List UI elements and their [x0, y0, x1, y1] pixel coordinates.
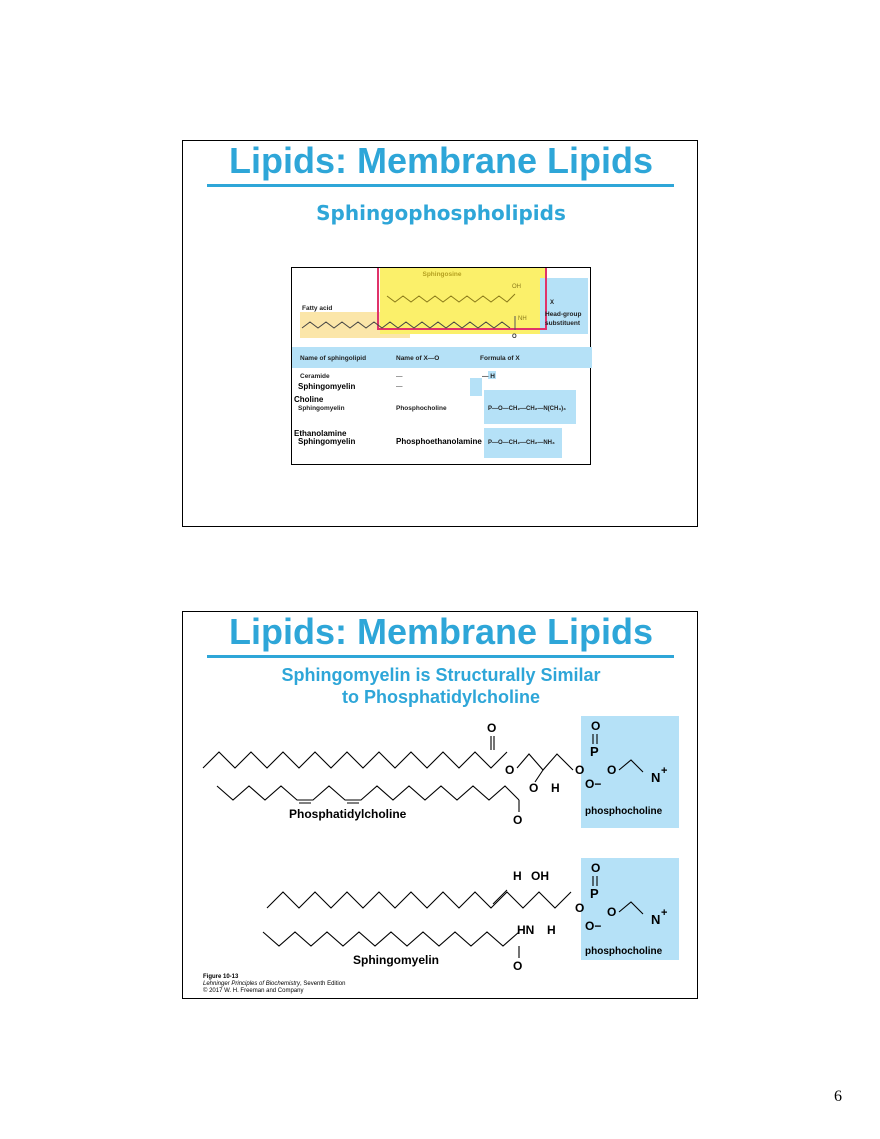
sm-atom-o-minus: O− [585, 919, 602, 933]
sm-atom-h-bottom: H [547, 923, 556, 937]
structure-comparison-diagram [183, 712, 699, 992]
slide-subtitle [183, 664, 699, 708]
row-sphingomyelin-name: Sphingomyelin [298, 382, 356, 391]
nh-label: NH [518, 316, 527, 322]
subtitle-line-1: Sphingomyelin is Structurally Similar [281, 665, 601, 685]
sm-head-label: phosphocholine [585, 946, 663, 957]
sm-sphingosine-chain [267, 892, 571, 908]
caption-figure-number: Figure 10-13 [203, 974, 239, 980]
sm-atom-h-top: H [513, 869, 522, 883]
pc-lower-chain [217, 786, 519, 800]
pc-atom-o-carbonyl-2: O [513, 813, 523, 827]
pc-atom-n: N [651, 770, 661, 785]
row-ethanolamine-formula: P—O—CH₂—CH₂—NH₃ [488, 440, 555, 446]
slide-title: Lipids: Membrane Lipids [228, 611, 654, 652]
row-choline-name: Sphingomyelin [298, 405, 345, 412]
sm-atom-o-top: O [591, 861, 601, 875]
header-formula: Formula of X [480, 355, 520, 362]
row-ethanolamine-x: Phosphoethanolamine [396, 437, 482, 446]
header-x-name: Name of X—O [396, 355, 440, 362]
substituent-label: substituent [545, 320, 581, 327]
sm-atom-p: P [590, 886, 599, 901]
row-choline-formula: P—O—CH₂—CH₂—N(CH₃)₃ [488, 406, 566, 412]
title-underline [207, 184, 674, 187]
sm-atom-oh: OH [531, 869, 549, 883]
header-sphingolipid-name: Name of sphingolipid [300, 355, 367, 362]
pc-atom-o-phosphate: O [575, 763, 585, 777]
row-ethanolamine-name: Sphingomyelin [298, 437, 356, 446]
fatty-acid-label: Fatty acid [302, 305, 333, 312]
subtitle-line-2: to Phosphatidylcholine [341, 687, 540, 707]
row-ceramide-x: — [396, 373, 403, 380]
pc-name-label: Phosphatidylcholine [289, 807, 407, 821]
row-ceramide-name: Ceramide [300, 373, 330, 380]
carbonyl-o-label: O [512, 334, 517, 340]
sm-atom-n: N [651, 912, 661, 927]
pc-atom-h: H [551, 781, 560, 795]
pc-atom-o-top: O [591, 719, 601, 733]
slide-subtitle: Sphingophospholipids [316, 201, 566, 225]
sphingosine-label: Sphingosine [422, 271, 462, 278]
x-label: X [550, 300, 555, 306]
sm-name-label: Sphingomyelin [353, 953, 440, 967]
pc-atom-p: P [590, 744, 599, 759]
caption-copyright: © 2017 W. H. Freeman and Company [203, 988, 304, 994]
sm-atom-hn: HN [517, 923, 535, 937]
pc-atom-o-ester-2: O [529, 781, 539, 795]
slide-title: Lipids: Membrane Lipids [228, 140, 654, 181]
pc-atom-o-ester-1: O [505, 763, 515, 777]
pc-atom-o-bridge: O [607, 763, 617, 777]
row-choline-x: Phosphocholine [396, 405, 447, 412]
caption-source [203, 981, 345, 988]
sm-fatty-acid-chain [263, 932, 519, 946]
pc-atom-o-minus: O− [585, 777, 602, 791]
row-ceramide-formula: — H [482, 373, 495, 380]
figure-caption [203, 974, 345, 995]
sphingolipid-figure [291, 267, 591, 465]
page-number: 6 [834, 1088, 842, 1105]
title-underline [207, 655, 674, 658]
caption-edition: , Seventh Edition [300, 981, 346, 987]
row-sphingomyelin-x: — [396, 383, 403, 390]
sm-charge-plus: + [661, 907, 668, 919]
sphingomyelin-formula-box [470, 378, 482, 396]
sphingosine-block [380, 268, 546, 334]
slide-sphingophospholipids [182, 140, 698, 527]
head-group-label: Head-group [545, 311, 582, 318]
pc-atom-o-carbonyl-1: O [487, 721, 497, 735]
row-ethanolamine-prefix: Ethanolamine [294, 429, 347, 438]
oh-label: OH [512, 284, 521, 290]
slide-sphingomyelin-vs-pc [182, 611, 698, 999]
caption-book-title: Lehninger Principles of Biochemistry [203, 981, 301, 987]
pc-glycerol-backbone [517, 754, 573, 770]
sphingolipid-diagram [292, 268, 592, 466]
pc-upper-chain [203, 752, 507, 768]
row-choline-prefix: Choline [294, 395, 324, 404]
pc-head-label: phosphocholine [585, 806, 663, 817]
sm-trans-double-bond [493, 890, 507, 904]
sm-atom-o-phosphate: O [575, 901, 585, 915]
pc-charge-plus: + [661, 765, 668, 777]
sm-atom-o-carbonyl: O [513, 959, 523, 973]
sm-atom-o-bridge: O [607, 905, 617, 919]
